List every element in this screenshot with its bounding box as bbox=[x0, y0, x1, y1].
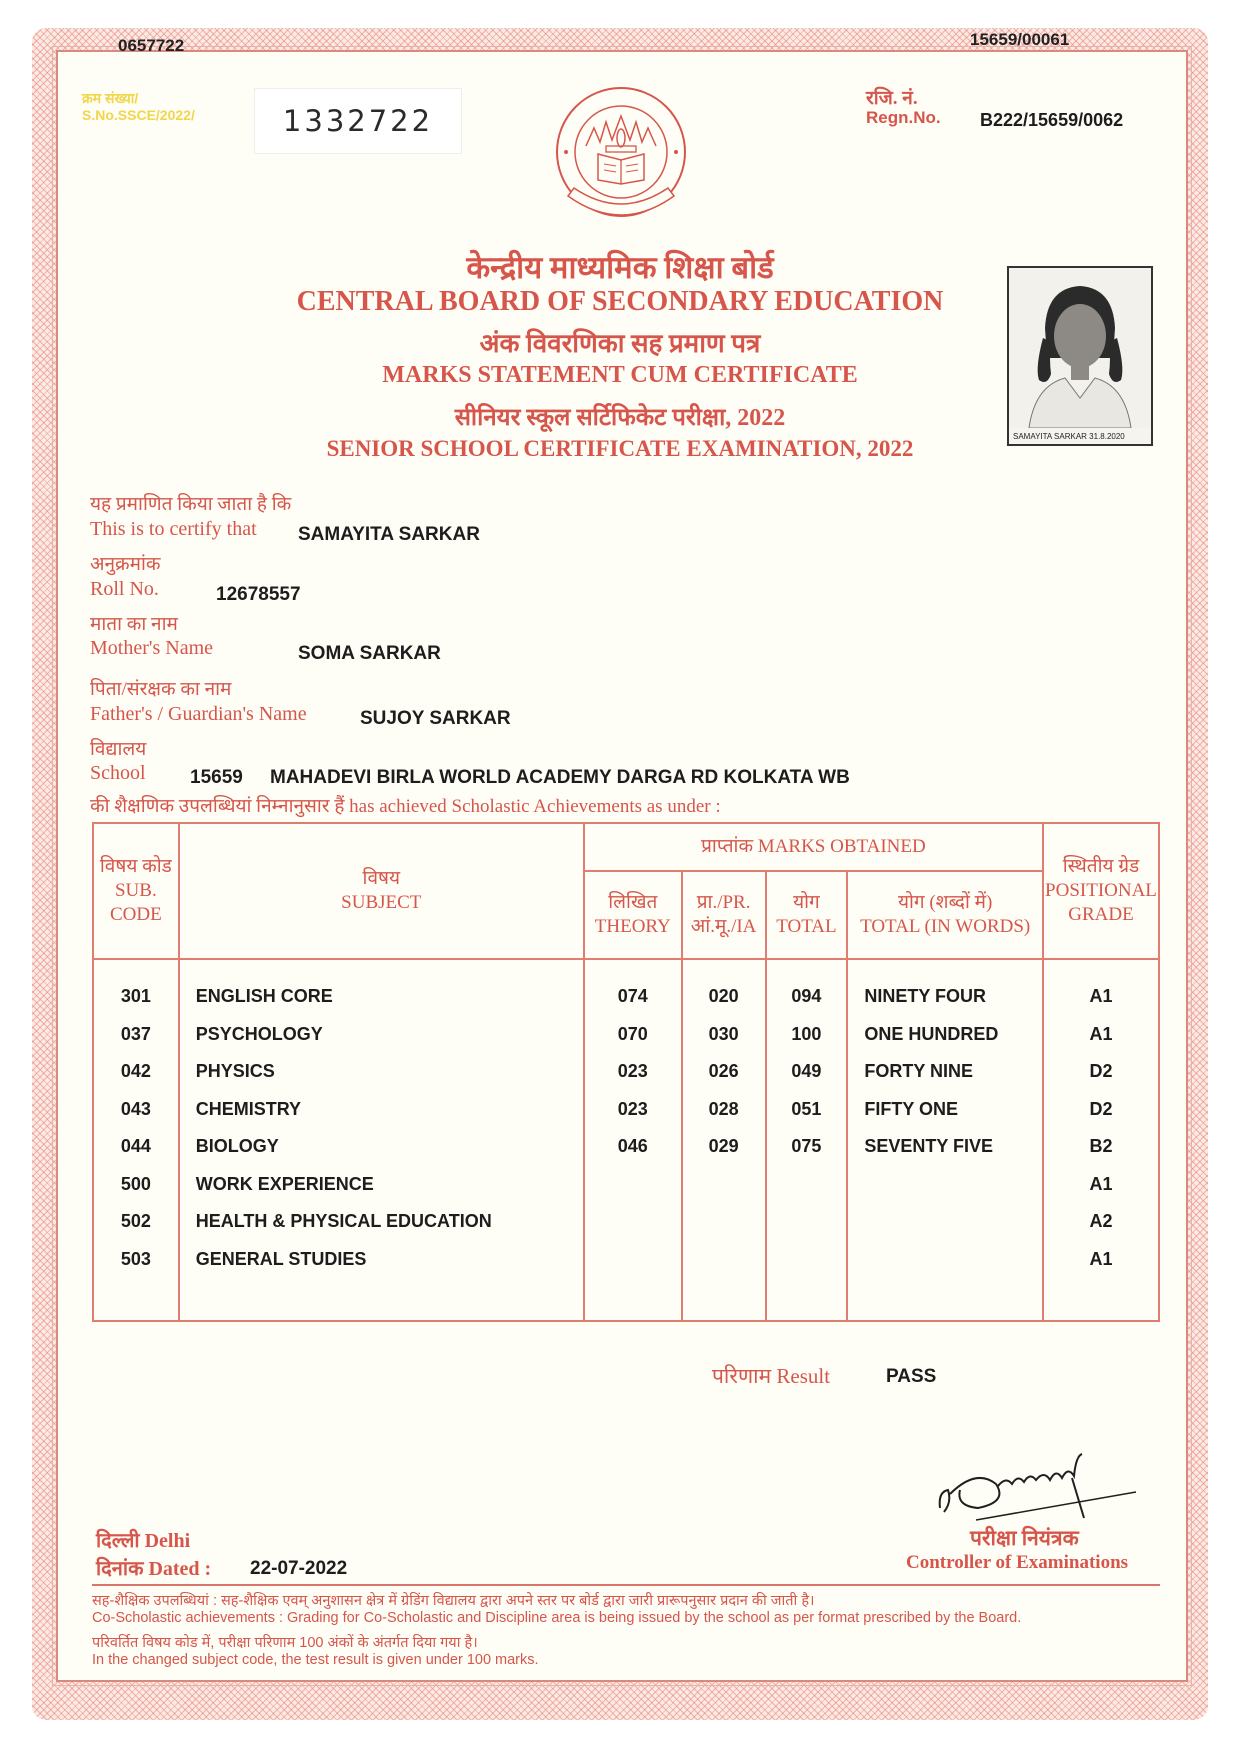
subject-code: 503 bbox=[120, 1248, 151, 1269]
total-in-words: SEVENTY FIVE bbox=[864, 1136, 994, 1156]
subject-name: WORK EXPERIENCE bbox=[195, 1173, 374, 1194]
subject-code: 500 bbox=[120, 1173, 151, 1194]
header-words-hi: योग (शब्दों में) bbox=[897, 892, 993, 913]
header-pr-hi: प्रा./PR. bbox=[696, 892, 751, 913]
controller-title-hi: परीक्षा नियंत्रक bbox=[970, 1526, 1079, 1550]
positional-grade: A1 bbox=[1089, 1248, 1113, 1269]
positional-grade: A1 bbox=[1089, 1173, 1113, 1194]
roll-label-hi: अनुक्रमांक bbox=[90, 554, 161, 575]
total-in-words: FORTY NINE bbox=[864, 1061, 974, 1081]
student-name: SAMAYITA SARKAR bbox=[298, 524, 480, 545]
serial-label-en: S.No.SSCE/2022/ bbox=[82, 107, 195, 123]
column-total bbox=[766, 959, 848, 1321]
header-words-en: TOTAL (IN WORDS) bbox=[860, 916, 1031, 937]
total-in-words: ONE HUNDRED bbox=[864, 1023, 999, 1044]
header-subject-hi: विषय bbox=[362, 868, 401, 889]
achievement-line bbox=[90, 792, 721, 818]
column-theory bbox=[584, 959, 682, 1321]
dated-hi: दिनांक bbox=[96, 1558, 144, 1580]
total-marks: 049 bbox=[791, 1061, 822, 1081]
regn-label-hi: रजि. नं. bbox=[866, 88, 918, 109]
practical-marks: 029 bbox=[708, 1136, 739, 1156]
header-subject-en: SUBJECT bbox=[341, 892, 422, 913]
subject-code: 301 bbox=[120, 986, 151, 1006]
photo-caption: SAMAYITA SARKAR 31.8.2020 bbox=[1013, 432, 1125, 441]
regn-number: B222/15659/0062 bbox=[980, 110, 1124, 130]
roll-number: 12678557 bbox=[216, 584, 301, 605]
serial-number-value: 1332722 bbox=[254, 88, 462, 154]
footnote-2-en: In the changed subject code, the test result is given under 100 marks. bbox=[92, 1652, 539, 1668]
board-name-en: CENTRAL BOARD OF SECONDARY EDUCATION bbox=[296, 286, 944, 317]
positional-grade: D2 bbox=[1089, 1061, 1113, 1081]
dated-label bbox=[96, 1554, 211, 1581]
theory-marks: 074 bbox=[617, 986, 648, 1006]
exam-title-en: SENIOR SCHOOL CERTIFICATE EXAMINATION, 2022 bbox=[326, 436, 914, 461]
practical-marks: 026 bbox=[708, 1061, 739, 1081]
header-positional-grade bbox=[1043, 823, 1159, 959]
header-theory bbox=[584, 871, 682, 959]
column-subject bbox=[179, 959, 584, 1321]
header-grade-en2: GRADE bbox=[1068, 904, 1134, 925]
header-total-hi: योग bbox=[793, 892, 820, 913]
father-label-en: Father's / Guardian's Name bbox=[90, 703, 307, 725]
theory-marks bbox=[585, 1203, 681, 1241]
header-marks-hi: प्राप्तांक bbox=[701, 836, 754, 857]
result-label bbox=[712, 1362, 830, 1390]
total-marks: 100 bbox=[791, 1023, 822, 1044]
total-in-words: NINETY FOUR bbox=[864, 986, 987, 1006]
subject-code: 044 bbox=[120, 1136, 151, 1156]
certificate-title-en: MARKS STATEMENT CUM CERTIFICATE bbox=[382, 362, 858, 388]
issue-date: 22-07-2022 bbox=[250, 1558, 348, 1579]
header-grade-hi: स्थितीय ग्रेड bbox=[1062, 856, 1140, 877]
header-sub-code bbox=[93, 823, 179, 959]
header-pr-en: आं.मू./IA bbox=[690, 916, 757, 937]
subject-name: GENERAL STUDIES bbox=[195, 1248, 367, 1269]
subject-name: CHEMISTRY bbox=[195, 1098, 302, 1119]
student-portrait-icon bbox=[1009, 268, 1151, 428]
column-practical bbox=[682, 959, 766, 1321]
header-theory-en: THEORY bbox=[594, 916, 671, 937]
controller-title-en: Controller of Examinations bbox=[906, 1552, 1129, 1573]
father-label-hi: पिता/संरक्षक का नाम bbox=[90, 679, 232, 700]
header-code-en1: SUB. bbox=[114, 880, 157, 901]
header-practical bbox=[682, 871, 766, 959]
positional-grade: A2 bbox=[1089, 1211, 1113, 1231]
mother-label-hi: माता का नाम bbox=[90, 614, 178, 635]
header-subject bbox=[179, 823, 584, 959]
total-marks: 051 bbox=[791, 1098, 822, 1119]
top-serial-right: 15659/00061 bbox=[970, 30, 1070, 49]
serial-number-label bbox=[82, 90, 195, 124]
column-total-words bbox=[847, 959, 1043, 1321]
practical-marks bbox=[683, 1203, 765, 1241]
achievement-label-en: has achieved Scholastic Achievements as under : bbox=[349, 796, 721, 817]
top-serial-left: 0657722 bbox=[118, 36, 185, 55]
header-total bbox=[766, 871, 848, 959]
student-photo bbox=[1007, 266, 1153, 446]
total-marks bbox=[767, 1203, 847, 1241]
school-name: MAHADEVI BIRLA WORLD ACADEMY DARGA RD KOLKATA WB bbox=[270, 767, 850, 788]
header-code-en2: CODE bbox=[109, 904, 162, 925]
exam-title-hi: सीनियर स्कूल सर्टिफिकेट परीक्षा, 2022 bbox=[454, 405, 786, 431]
achievement-label-hi: की शैक्षणिक उपलब्धियां निम्नानुसार हैं bbox=[90, 796, 345, 817]
subject-code: 502 bbox=[120, 1211, 151, 1231]
header-total-words bbox=[847, 871, 1043, 959]
practical-marks bbox=[683, 1241, 765, 1279]
theory-marks: 023 bbox=[617, 1098, 648, 1119]
total-marks: 094 bbox=[791, 986, 822, 1006]
result-label-hi: परिणाम bbox=[712, 1364, 772, 1388]
positional-grade: A1 bbox=[1089, 986, 1113, 1006]
total-marks bbox=[767, 1241, 847, 1279]
controller-signature bbox=[936, 1450, 1142, 1534]
column-code bbox=[93, 959, 179, 1321]
header-grade-en1: POSITIONAL bbox=[1045, 880, 1157, 901]
footnote-1-hi: सह-शैक्षिक उपलब्धियां : सह-शैक्षिक एवम् अनुशासन क्षेत्र में ग्रेडिंग विद्यालय द्वारा अपने स्तर पर बोर्ड द्वारा जारी प्रारूपनुसार प्रदान की जाती है। bbox=[92, 1593, 815, 1609]
positional-grade: A1 bbox=[1089, 1023, 1113, 1044]
practical-marks bbox=[683, 1166, 765, 1204]
theory-marks: 046 bbox=[617, 1136, 648, 1156]
cbse-emblem-logo bbox=[546, 84, 696, 230]
certify-label-en: This is to certify that bbox=[90, 518, 257, 540]
total-in-words: FIFTY ONE bbox=[864, 1098, 959, 1119]
school-label-hi: विद्यालय bbox=[90, 739, 147, 760]
column-grade bbox=[1043, 959, 1159, 1321]
practical-marks: 030 bbox=[708, 1023, 739, 1044]
theory-marks bbox=[585, 1166, 681, 1204]
subject-code: 042 bbox=[120, 1061, 151, 1081]
total-in-words bbox=[848, 1241, 1042, 1279]
header-marks-obtained bbox=[584, 823, 1043, 871]
theory-marks: 070 bbox=[617, 1023, 648, 1044]
practical-marks: 020 bbox=[708, 986, 739, 1006]
subject-name: ENGLISH CORE bbox=[195, 986, 333, 1006]
subject-name: HEALTH & PHYSICAL EDUCATION bbox=[195, 1211, 492, 1231]
subject-code: 043 bbox=[120, 1098, 151, 1119]
subject-name: PHYSICS bbox=[195, 1061, 275, 1081]
total-marks bbox=[767, 1166, 847, 1204]
theory-marks: 023 bbox=[617, 1061, 648, 1081]
place bbox=[96, 1526, 190, 1553]
practical-marks: 028 bbox=[708, 1098, 739, 1119]
serial-label-hi: क्रम संख्या/ bbox=[82, 90, 139, 106]
place-hi: दिल्ली bbox=[96, 1530, 140, 1552]
result-value: PASS bbox=[886, 1366, 937, 1387]
mother-name: SOMA SARKAR bbox=[298, 643, 441, 664]
dated-en: Dated : bbox=[148, 1558, 212, 1580]
board-name-hi: केन्द्रीय माध्यमिक शिक्षा बोर्ड bbox=[466, 250, 774, 285]
regn-label-en: Regn.No. bbox=[866, 108, 941, 127]
total-in-words bbox=[848, 1203, 1042, 1241]
footnote-1-en: Co-Scholastic achievements : Grading for Co-Scholastic and Discipline area is being issued by the school as per format prescribed by the Board. bbox=[92, 1610, 1022, 1626]
header-total-en: TOTAL bbox=[776, 916, 837, 937]
roll-label-en: Roll No. bbox=[90, 578, 159, 600]
footnote-2-hi: परिवर्तित विषय कोड में, परीक्षा परिणाम 100 अंकों के अंतर्गत दिया गया है। bbox=[92, 1635, 478, 1651]
father-name: SUJOY SARKAR bbox=[360, 708, 511, 729]
positional-grade: D2 bbox=[1089, 1098, 1113, 1119]
total-marks: 075 bbox=[791, 1136, 822, 1156]
school-label-en: School bbox=[90, 762, 146, 784]
school-code: 15659 bbox=[190, 767, 243, 788]
subject-name: PSYCHOLOGY bbox=[195, 1023, 323, 1044]
header-code-hi: विषय कोड bbox=[99, 856, 172, 877]
certificate-title-hi: अंक विवरणिका सह प्रमाण पत्र bbox=[479, 329, 761, 358]
theory-marks bbox=[585, 1241, 681, 1279]
place-en: Delhi bbox=[144, 1530, 191, 1552]
subject-name: BIOLOGY bbox=[195, 1136, 279, 1156]
marks-table bbox=[92, 822, 1160, 1322]
mother-label-en: Mother's Name bbox=[90, 637, 214, 659]
subject-code: 037 bbox=[120, 1023, 151, 1044]
total-in-words bbox=[848, 1166, 1042, 1204]
header-marks-en: MARKS OBTAINED bbox=[757, 836, 926, 857]
header-theory-hi: लिखित bbox=[608, 892, 658, 913]
footer-divider bbox=[92, 1584, 1160, 1586]
certify-label-hi: यह प्रमाणित किया जाता है कि bbox=[90, 494, 292, 515]
positional-grade: B2 bbox=[1089, 1136, 1113, 1156]
result-label-en: Result bbox=[776, 1364, 831, 1388]
